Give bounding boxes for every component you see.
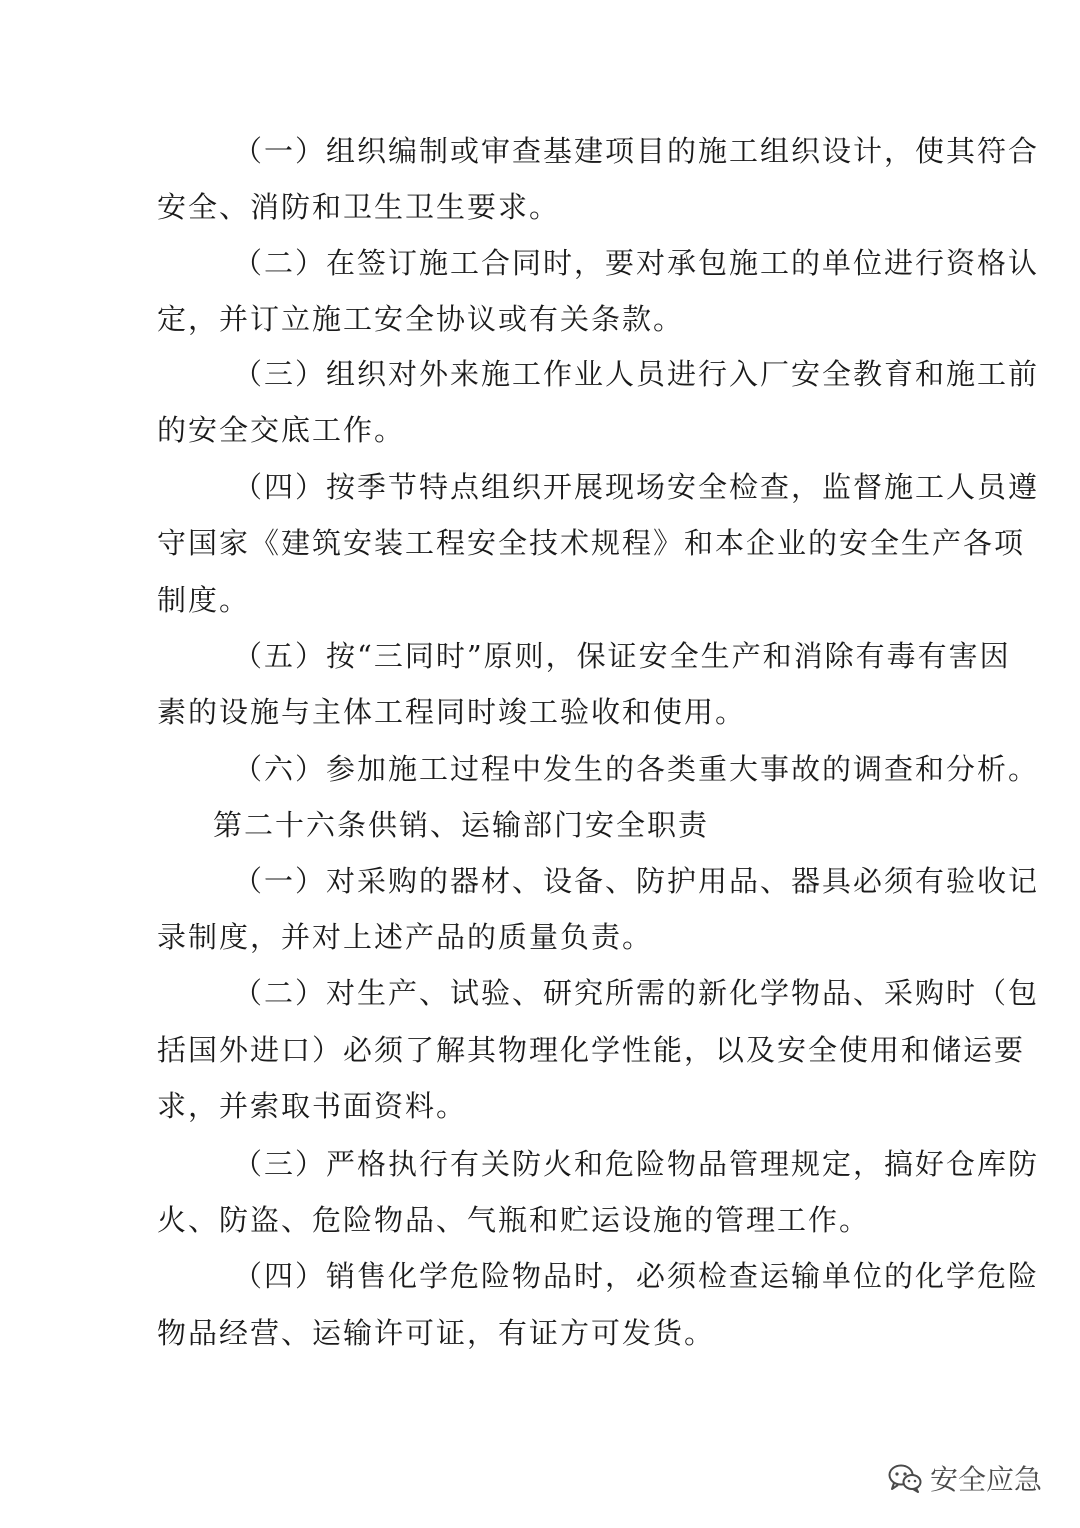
text-line: （二）对生产、试验、研究所需的新化学物品、采购时（包 (233, 976, 1040, 1010)
text-line: （二）在签订施工合同时，要对承包施工的单位进行资格认 (233, 246, 1040, 280)
text-line: 的安全交底工作。 (157, 413, 406, 447)
text-line: 定，并订立施工安全协议或有关条款。 (157, 302, 685, 336)
text-line: 物品经营、运输许可证，有证方可发货。 (157, 1316, 716, 1350)
text-line: （一）对采购的器材、设备、防护用品、器具必须有验收记 (233, 864, 1040, 898)
text-line: 括国外进口）必须了解其物理化学性能，以及安全使用和储运要 (157, 1033, 1026, 1067)
text-line: 制度。 (157, 583, 251, 617)
text-line: （三）严格执行有关防火和危险物品管理规定，搞好仓库防 (233, 1147, 1040, 1181)
wechat-icon (888, 1463, 922, 1493)
text-line: 素的设施与主体工程同时竣工验收和使用。 (157, 695, 747, 729)
text-line: 录制度，并对上述产品的质量负责。 (157, 920, 654, 954)
text-line: 守国家《建筑安装工程安全技术规程》和本企业的安全生产各项 (157, 526, 1026, 560)
text-line: （三）组织对外来施工作业人员进行入厂安全教育和施工前 (233, 357, 1040, 391)
watermark-text: 安全应急 (929, 1463, 1042, 1496)
text-line: （六）参加施工过程中发生的各类重大事故的调查和分析。 (233, 752, 1040, 786)
text-line: （四）按季节特点组织开展现场安全检查，监督施工人员遵 (233, 470, 1040, 504)
wechat-watermark (888, 1458, 1042, 1498)
text-line: 求，并索取书面资料。 (157, 1089, 468, 1123)
text-line: （四）销售化学危险物品时，必须检查运输单位的化学危险 (233, 1259, 1040, 1293)
text-line: 安全、消防和卫生卫生要求。 (157, 190, 561, 224)
section-heading: 第二十六条供销、运输部门安全职责 (213, 808, 710, 842)
text-line: （五）按“三同时”原则，保证安全生产和消除有毒有害因 (233, 639, 1011, 673)
text-line: 火、防盗、危险物品、气瓶和贮运设施的管理工作。 (157, 1203, 871, 1237)
text-line: （一）组织编制或审查基建项目的施工组织设计，使其符合 (233, 134, 1040, 168)
